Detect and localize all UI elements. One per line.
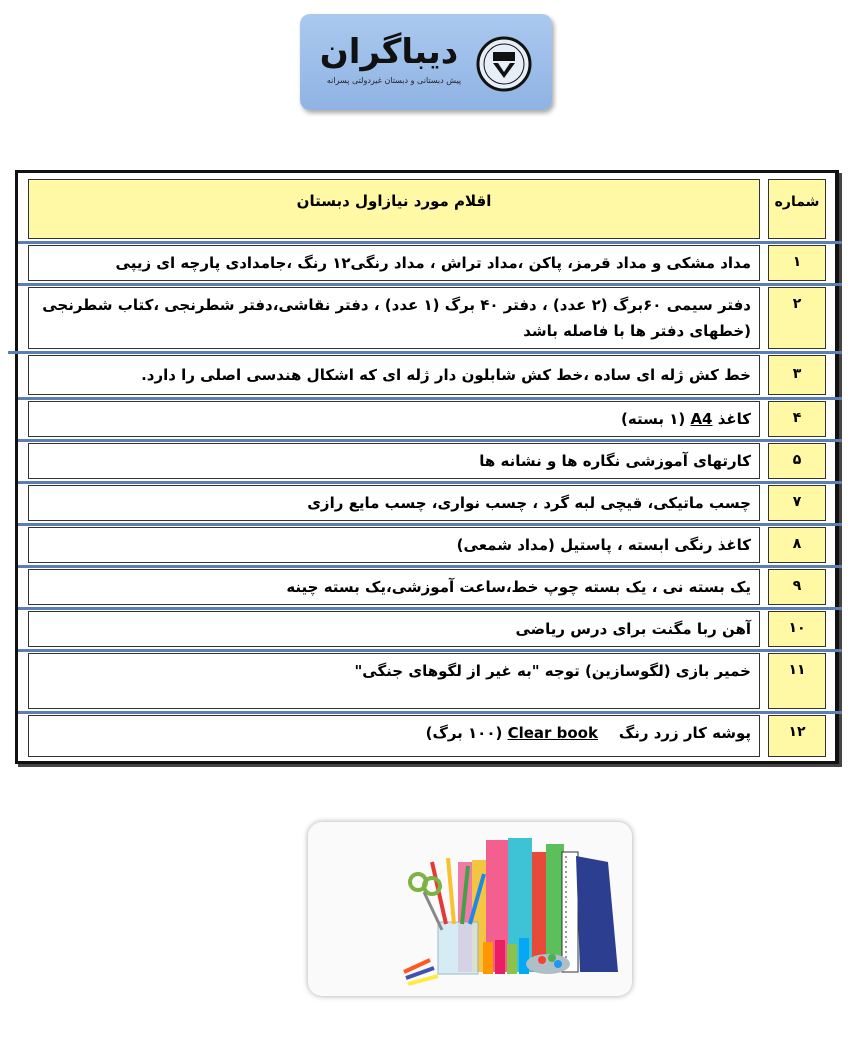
row-divider [18, 397, 842, 400]
table-row [22, 245, 832, 281]
school-logo-subtitle: پیش دبستانی و دبستان غیردولتی پسرانه [326, 76, 462, 85]
school-logo-badge [300, 14, 552, 110]
table-header-row [22, 179, 832, 239]
row-number: ۱۰ [768, 611, 826, 647]
table-row [22, 401, 832, 437]
table-row [22, 653, 832, 709]
school-logo-name: دیباگران [319, 32, 459, 72]
stationery-illustration [308, 822, 632, 996]
row-number: ۱۲ [768, 715, 826, 757]
row-text [28, 715, 760, 757]
clear-book-label: Clear book [507, 724, 598, 742]
table-row [22, 287, 832, 349]
row-number: ۸ [768, 527, 826, 563]
paper-size-label: A4 [690, 410, 713, 428]
row-divider [18, 565, 842, 568]
row-divider [18, 711, 842, 714]
row-divider [18, 241, 842, 244]
row-text [28, 401, 760, 437]
row-text: کارتهای آموزشی نگاره ها و نشانه ها [28, 443, 760, 479]
row-number: ۱۱ [768, 653, 826, 709]
table-row [22, 355, 832, 395]
row-text: یک بسته نی ، یک بسته چوپ خط،ساعت آموزشی،یک بسته چینه [28, 569, 760, 605]
row-text: چسب ماتیکی، قیچی لبه گرد ، چسب نواری، چسب مایع رازی [28, 485, 760, 521]
row-text-part: (۱ بسته) [621, 410, 691, 428]
row-number: ۲ [768, 287, 826, 349]
row-text: آهن ربا مگنت برای درس ریاضی [28, 611, 760, 647]
table-row [22, 611, 832, 647]
row-text-part: پوشه کار زرد رنگ [613, 724, 751, 742]
table-row [22, 527, 832, 563]
row-divider [18, 481, 842, 484]
row-divider [18, 523, 842, 526]
row-text: مداد مشکی و مداد قرمز، پاکن ،مداد تراش ، مداد رنگی۱۲ رنگ ،جامدادی پارچه ای زیپی [28, 245, 760, 281]
row-number: ۴ [768, 401, 826, 437]
row-divider [18, 649, 842, 652]
stationery-image [308, 822, 632, 996]
table-row [22, 443, 832, 479]
row-text: کاغذ رنگی ابسته ، پاستیل (مداد شمعی) [28, 527, 760, 563]
row-divider [18, 283, 842, 286]
row-divider [18, 607, 842, 610]
row-divider [8, 351, 842, 354]
row-number: ۹ [768, 569, 826, 605]
row-text: خط کش ژله ای ساده ،خط کش شابلون دار ژله ای که اشکال هندسی اصلی را دارد. [28, 355, 760, 395]
row-divider [18, 439, 842, 442]
row-text-part: (۱۰۰ برگ) [425, 724, 508, 742]
row-number: ۵ [768, 443, 826, 479]
row-number: ۷ [768, 485, 826, 521]
row-text: دفتر سیمی ۶۰برگ (۲ عدد) ، دفتر ۴۰ برگ (۱ عدد) ، دفتر نقاشی،دفتر شطرنجی ،کتاب شطرنجی (خطهای دفتر ها با فاصله باشد [28, 287, 760, 349]
row-number: ۳ [768, 355, 826, 395]
table-row [22, 569, 832, 605]
row-text: خمیر بازی (لگوسازین) توجه "به غیر از لگوهای جنگی" [28, 653, 760, 709]
table-title: اقلام مورد نیازاول دبستان [28, 179, 760, 239]
table-row [22, 715, 832, 757]
table-row [22, 485, 832, 521]
row-number: ۱ [768, 245, 826, 281]
row-text-part: کاغذ [712, 410, 751, 428]
supplies-table [15, 170, 839, 764]
pencil-emblem-icon [476, 36, 532, 92]
number-column-header: شماره [768, 179, 826, 239]
